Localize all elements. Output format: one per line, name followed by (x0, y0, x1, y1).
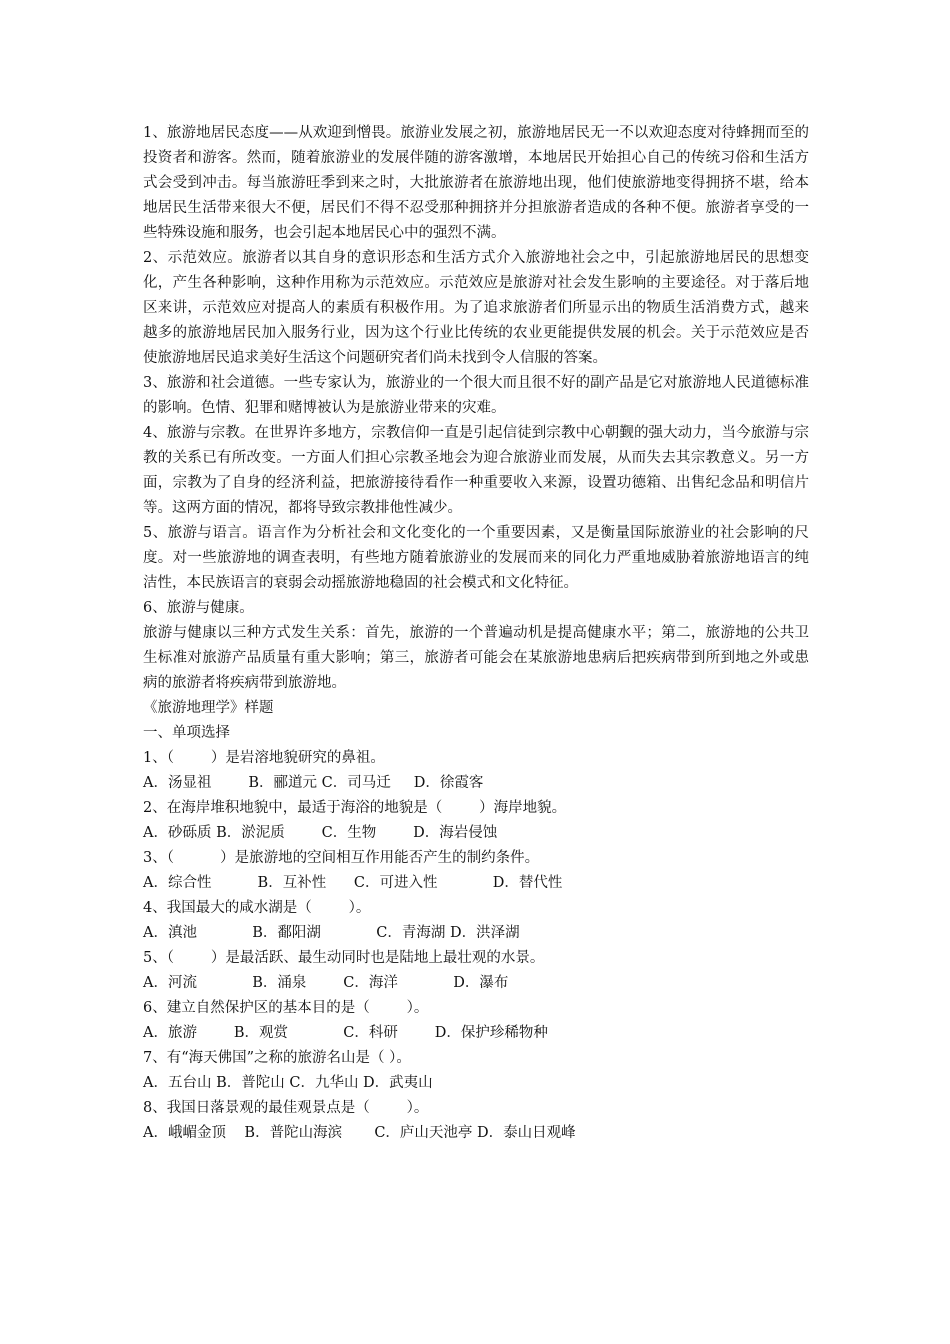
question-3: 3、（ ）是旅游地的空间相互作用能否产生的制约条件。 (143, 850, 540, 866)
question-2-options: A．砂砾质 B．淤泥质 C．生物 D．海岩侵蚀 (143, 825, 498, 841)
question-5: 5、（ ）是最活跃、最生动同时也是陆地上最壮观的水景。 (143, 950, 545, 966)
question-3-options: A．综合性 B．互补性 C．可进入性 D．替代性 (143, 875, 563, 891)
paragraph-religion: 4、旅游与宗教。在世界许多地方，宗教信仰一直是引起信徒到宗教中心朝觐的强大动力，当今旅游与宗教的关系已有所改变。一方面人们担心宗教圣地会为迎合旅游业而发展，从而失去其宗教意义。另一方面，宗教为了自身的经济利益，把旅游接待看作一种重要收入来源，设置功德箱、出售纪念品和明信片等。这两方面的情况，都将导致宗教排他性减少。 (143, 425, 809, 516)
paragraph-health-heading: 6、旅游与健康。 (143, 600, 254, 616)
question-7: 7、有“海天佛国”之称的旅游名山是（ ）。 (143, 1050, 411, 1066)
paragraph-language: 5、旅游与语言。语言作为分析社会和文化变化的一个重要因素，又是衡量国际旅游业的社会影响的尺度。对一些旅游地的调查表明，有些地方随着旅游业的发展而来的同化力严重地威胁着旅游地语言的纯洁性，本民族语言的衰弱会动摇旅游地稳固的社会模式和文化特征。 (143, 525, 809, 591)
paragraph-demonstration-effect: 2、示范效应。旅游者以其自身的意识形态和生活方式介入旅游地社会之中，引起旅游地居民的思想变化，产生各种影响，这种作用称为示范效应。示范效应是旅游对社会发生影响的主要途径。对于落后地区来讲，示范效应对提高人的素质有积极作用。为了追求旅游者们所显示出的物质生活消费方式，越来越多的旅游地居民加入服务行业，因为这个行业比传统的农业更能提供发展的机会。关于示范效应是否使旅游地居民追求美好生活这个问题研究者们尚未找到令人信服的答案。 (143, 250, 809, 366)
section-title: 一、单项选择 (143, 725, 230, 741)
paragraph-social-morality: 3、旅游和社会道德。一些专家认为，旅游业的一个很大而且很不好的副产品是它对旅游地人民道德标准的影响。色情、犯罪和赌博被认为是旅游业带来的灾难。 (143, 375, 809, 416)
question-1: 1、（ ）是岩溶地貌研究的鼻祖。 (143, 750, 385, 766)
question-1-options: A．汤显祖 B．郦道元 C．司马迁 D．徐霞客 (143, 775, 484, 791)
question-7-options: A．五台山 B．普陀山 C．九华山 D．武夷山 (143, 1075, 433, 1091)
question-2: 2、在海岸堆积地貌中，最适于海浴的地貌是（ ）海岸地貌。 (143, 800, 567, 816)
question-4: 4、我国最大的咸水湖是（ ）。 (143, 900, 371, 916)
question-8-options: A．峨嵋金顶 B．普陀山海滨 C．庐山天池亭 D．泰山日观峰 (143, 1125, 576, 1141)
question-5-options: A．河流 B．涌泉 C．海洋 D．瀑布 (143, 975, 509, 991)
question-4-options: A．滇池 B．鄱阳湖 C．青海湖 D．洪泽湖 (143, 925, 520, 941)
sample-title: 《旅游地理学》样题 (143, 700, 274, 716)
question-6-options: A．旅游 B．观赏 C．科研 D．保护珍稀物种 (143, 1025, 548, 1041)
question-8: 8、我国日落景观的最佳观景点是（ ）。 (143, 1100, 429, 1116)
document-page (143, 121, 809, 1146)
paragraph-resident-attitude: 1、旅游地居民态度——从欢迎到憎畏。旅游业发展之初，旅游地居民无一不以欢迎态度对待蜂拥而至的投资者和游客。然而，随着旅游业的发展伴随的游客激增，本地居民开始担心自己的传统习俗和生活方式会受到冲击。每当旅游旺季到来之时，大批旅游者在旅游地出现，他们使旅游地变得拥挤不堪，给本地居民生活带来很大不便，居民们不得不忍受那种拥挤并分担旅游者造成的各种不便。旅游者享受的一些特殊设施和服务，也会引起本地居民心中的强烈不满。 (143, 125, 809, 241)
paragraph-health: 旅游与健康以三种方式发生关系：首先，旅游的一个普遍动机是提高健康水平；第二，旅游地的公共卫生标准对旅游产品质量有重大影响；第三，旅游者可能会在某旅游地患病后把疾病带到所到地之外或患病的旅游者将疾病带到旅游地。 (143, 625, 809, 691)
question-6: 6、建立自然保护区的基本目的是（ ）。 (143, 1000, 429, 1016)
